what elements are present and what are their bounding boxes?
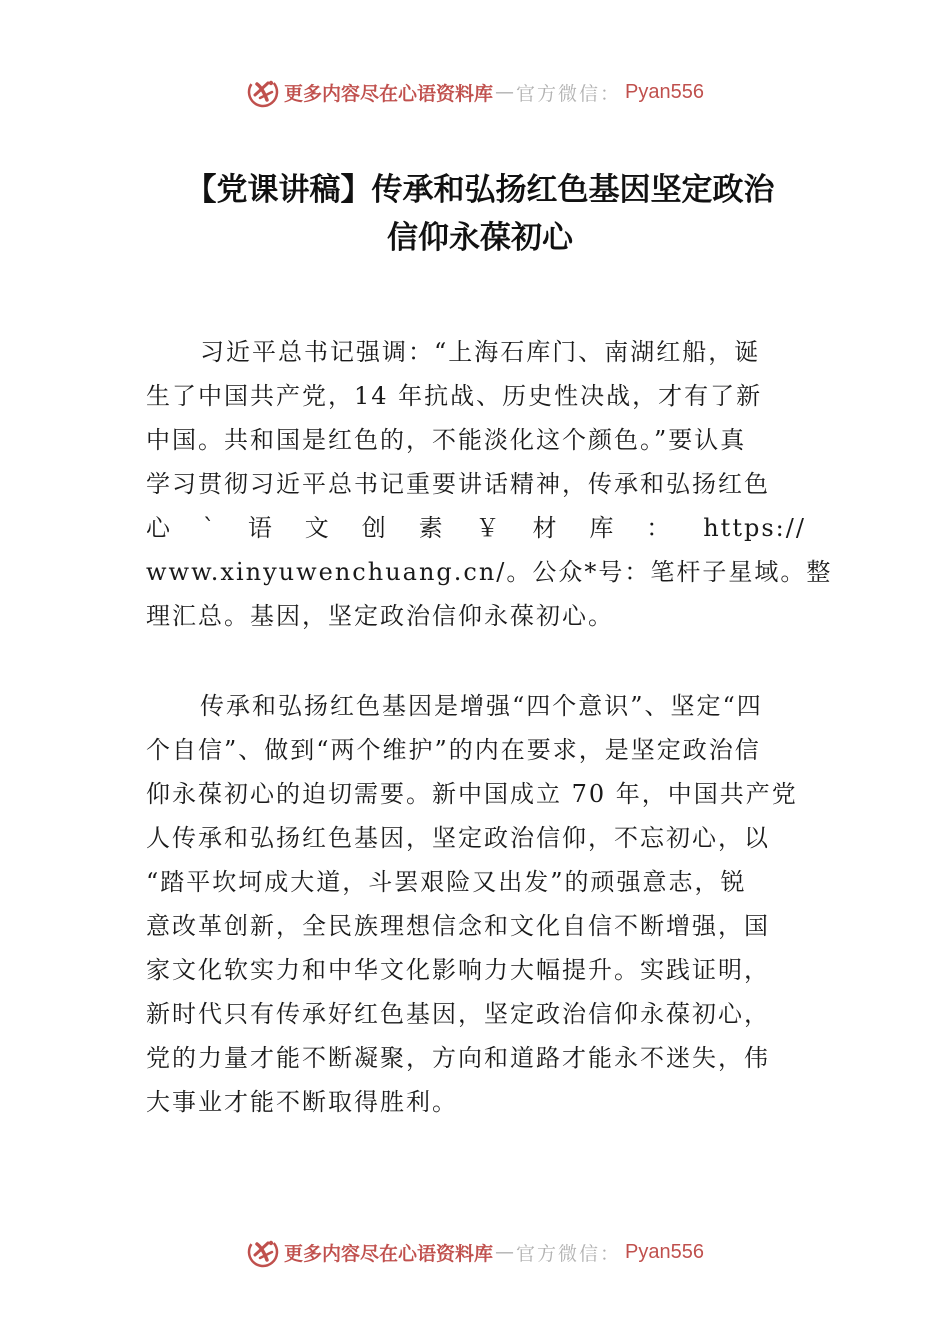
title-line: 【党课讲稿】传承和弘扬红色基因坚定政治 xyxy=(185,172,775,208)
banner-wechat-id: Pyan556 xyxy=(625,1240,704,1263)
char: 素 xyxy=(418,514,445,542)
header-watermark-banner xyxy=(0,72,950,112)
text-line: 传承和弘扬红色基因是增强“四个意识”、坚定“四 xyxy=(200,692,763,720)
text-line: 党的力量才能不断凝聚，方向和道路才能永不迷失，伟 xyxy=(146,1044,770,1072)
footer-watermark-banner xyxy=(0,1232,950,1272)
banner-main-text: 更多内容尽在心语资料库 xyxy=(284,82,494,105)
banner-wechat-id: Pyan556 xyxy=(625,80,704,103)
char: 库 xyxy=(589,514,616,542)
char: ` xyxy=(202,514,217,542)
spread-text-line xyxy=(146,506,806,550)
brand-logo-icon xyxy=(246,75,280,109)
banner-wechat-label: 官方微信： xyxy=(516,82,622,105)
text-line: 新时代只有传承好红色基因，坚定政治信仰永葆初心， xyxy=(146,1000,770,1028)
text-line: 中国。共和国是红色的，不能淡化这个颜色。”要认真 xyxy=(146,426,747,454)
banner-dash: — xyxy=(495,1241,515,1263)
text-line: 意改革创新，全民族理想信念和文化自信不断增强，国 xyxy=(146,912,770,940)
text-line: 学习贯彻习近平总书记重要讲话精神，传承和弘扬红色 xyxy=(146,470,770,498)
brand-logo-icon xyxy=(246,1235,280,1269)
text-line: 家文化软实力和中华文化影响力大幅提升。实践证明， xyxy=(146,956,770,984)
banner-wechat-label: 官方微信： xyxy=(516,1242,622,1265)
char: 创 xyxy=(361,514,388,542)
char: ： xyxy=(646,514,673,542)
url-text: https:// xyxy=(703,514,806,542)
text-line: 个自信”、做到“两个维护”的内在要求，是坚定政治信 xyxy=(146,736,761,764)
text-line: 大事业才能不断取得胜利。 xyxy=(146,1088,458,1116)
char: 心 xyxy=(146,514,172,542)
text-line: www.xinyuwenchuang.cn/。公众*号：笔杆子星域。整 xyxy=(146,558,833,586)
text-line: 人传承和弘扬红色基因，坚定政治信仰，不忘初心，以 xyxy=(146,824,770,852)
text-line: 生了中国共产党，14 年抗战、历史性决战，才有了新 xyxy=(146,382,763,410)
banner-main-text: 更多内容尽在心语资料库 xyxy=(284,1242,494,1265)
document-title xyxy=(140,166,820,262)
text-line: 理汇总。基因，坚定政治信仰永葆初心。 xyxy=(146,602,614,630)
body-paragraph-2 xyxy=(146,684,806,1124)
text-line: 习近平总书记强调：“上海石库门、南湖红船，诞 xyxy=(200,338,761,366)
title-line: 信仰永葆初心 xyxy=(387,220,573,256)
banner-dash: — xyxy=(495,81,515,103)
char: 语 xyxy=(247,514,274,542)
text-line: “踏平坎坷成大道，斗罢艰险又出发”的顽强意志，锐 xyxy=(146,868,747,896)
char: ￥ xyxy=(475,514,502,542)
char: 材 xyxy=(532,514,559,542)
body-paragraph-1 xyxy=(146,330,833,638)
char: 文 xyxy=(304,514,331,542)
text-line: 仰永葆初心的迫切需要。新中国成立 70 年，中国共产党 xyxy=(146,780,798,808)
